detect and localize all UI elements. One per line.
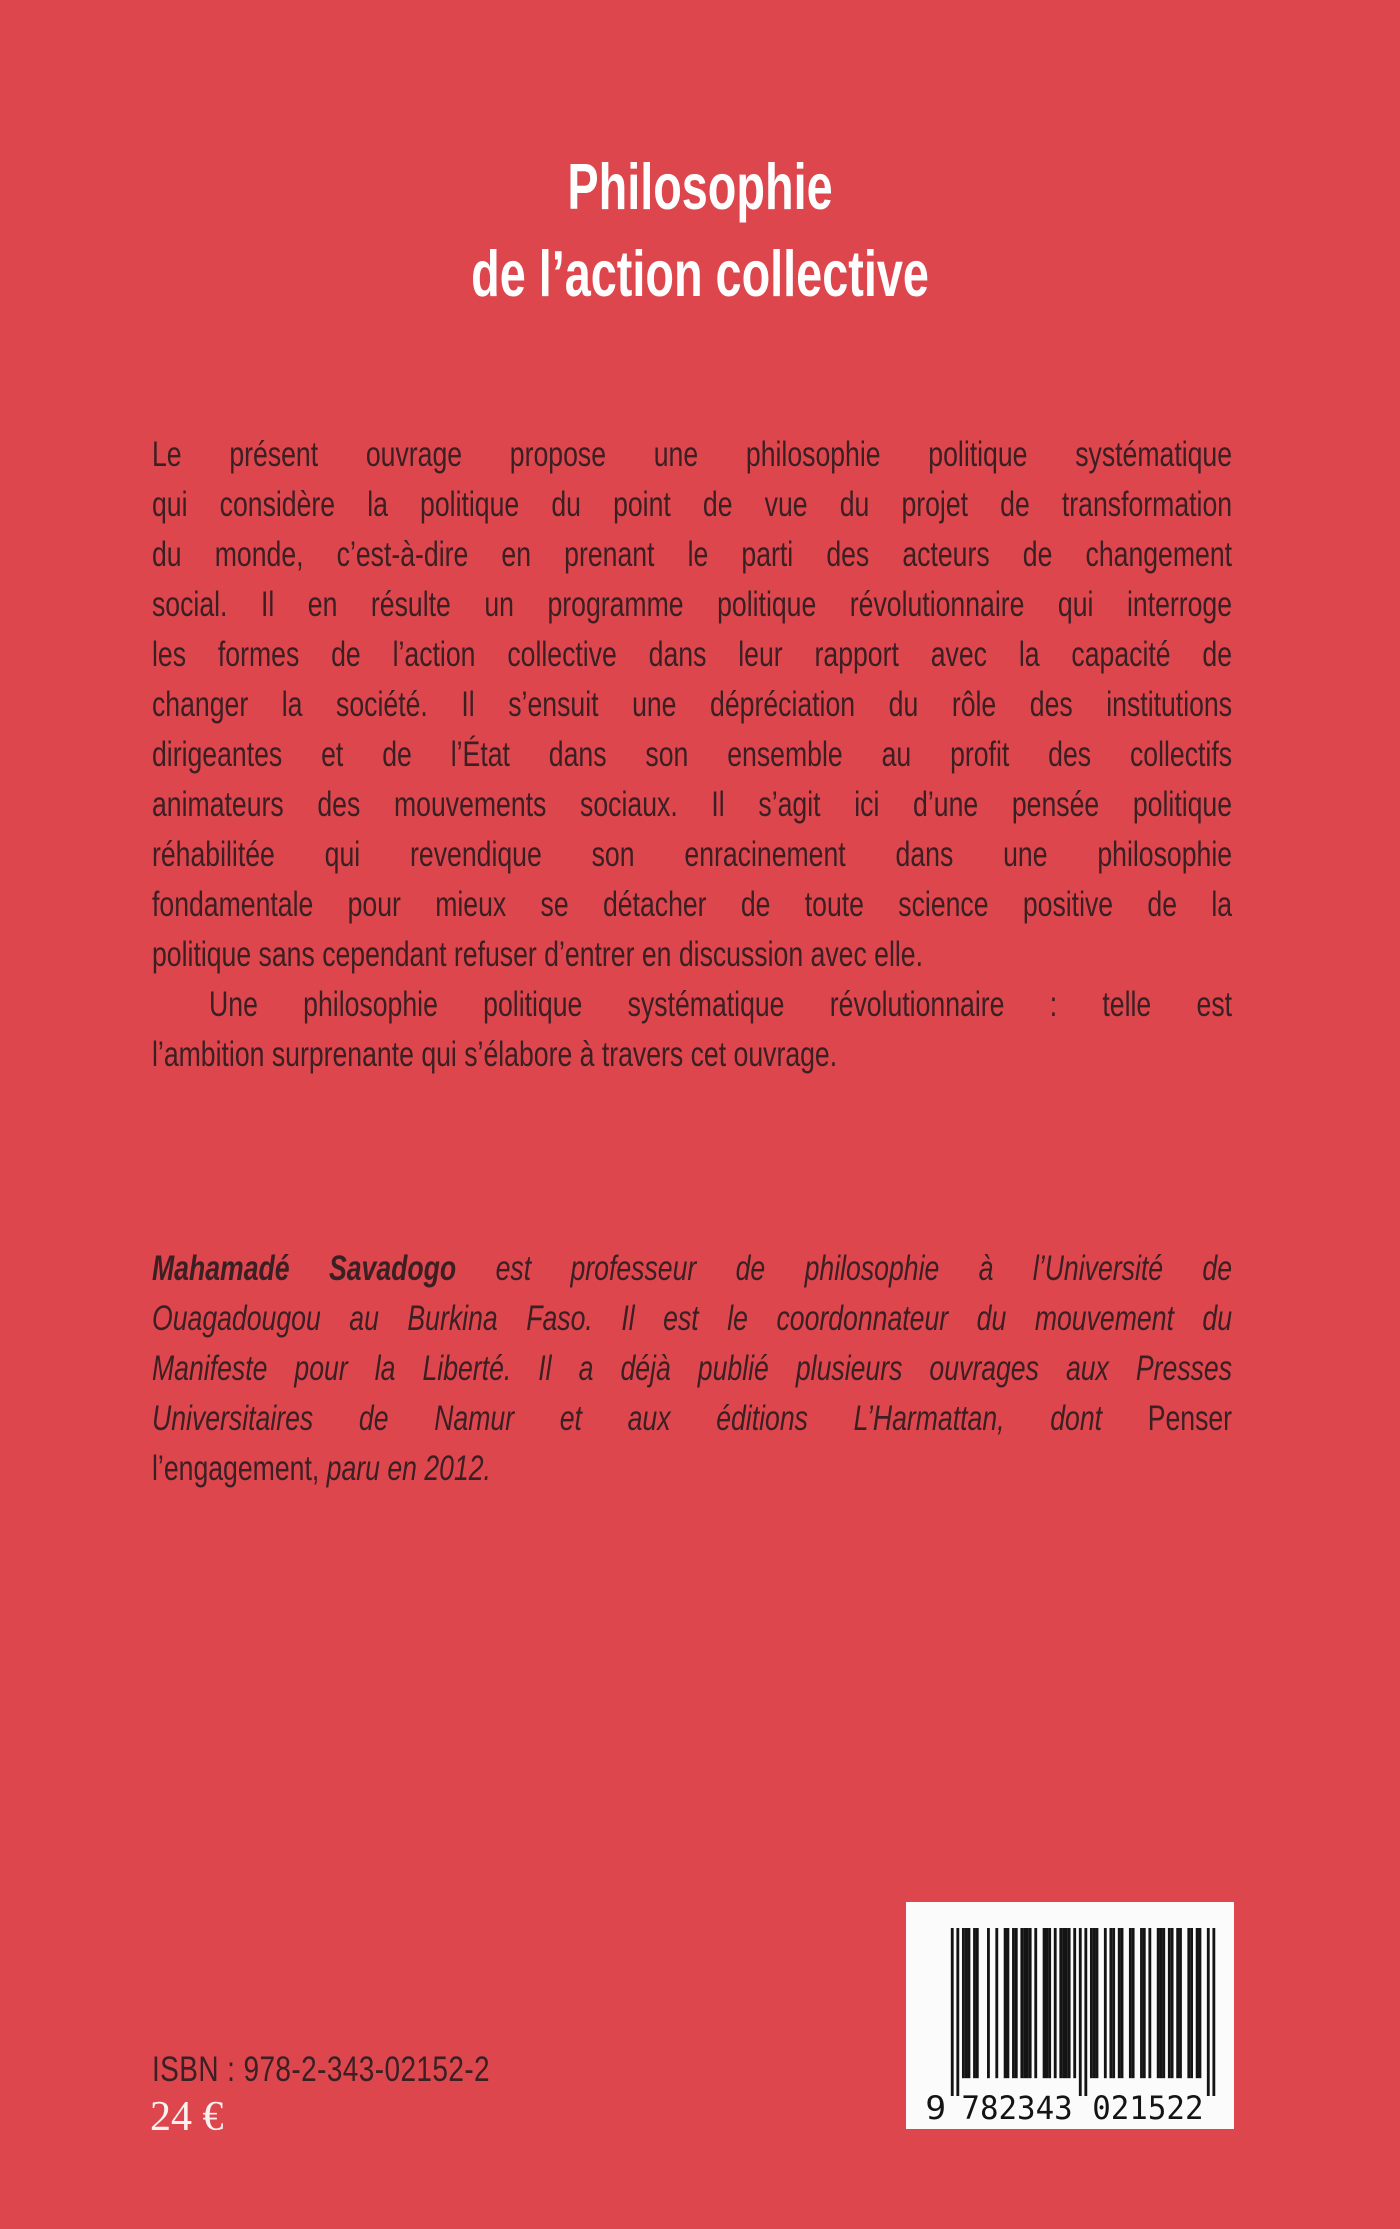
synopsis-line: politique sans cependant refuser d’entrer en discussion avec elle. [152,935,923,974]
book-reference-title: Penser [1147,1399,1233,1438]
bio-line: Manifeste pour la Liberté. Il a déjà publié plusieurs ouvrages aux Presses [152,1349,1233,1388]
bio-line [152,1394,1232,1444]
isbn-text: ISBN : 978-2-343-02152-2 [152,2050,491,2089]
svg-text:782343: 782343 [960,2089,1073,2124]
author-name: Mahamadé Savadogo [152,1249,457,1288]
svg-text:021522: 021522 [1091,2089,1204,2124]
synopsis-line: Une philosophie politique systématique révolutionnaire : telle est [209,985,1233,1024]
barcode-panel [906,1902,1234,2129]
bio-line [152,1444,1232,1494]
price-text: 24 € [150,2094,224,2140]
ean13-barcode [923,1928,1218,2124]
synopsis-line: du monde, c’est-à-dire en prenant le parti des acteurs de changement [152,535,1233,574]
svg-text:9: 9 [924,2089,946,2124]
book-title [196,143,1204,317]
bio-text: est professeur de philosophie à l’Université de [456,1249,1233,1288]
synopsis-line: social. Il en résulte un programme politique révolutionnaire qui interroge [152,585,1233,624]
bio-text: Universitaires de Namur et aux éditions L’Harmattan, dont [152,1399,1148,1438]
book-reference-title: l’engagement, [152,1449,320,1488]
synopsis-line: dirigeantes et de l’État dans son ensemble au profit des collectifs [152,735,1233,774]
synopsis-line: les formes de l’action collective dans leur rapport avec la capacité de [152,635,1233,674]
synopsis [152,430,1232,1080]
book-title-line1: Philosophie [567,150,833,223]
synopsis-line: Le présent ouvrage propose une philosophie politique systématique [152,435,1233,474]
bio-line: Ouagadougou au Burkina Faso. Il est le coordonnateur du mouvement du [152,1299,1233,1338]
synopsis-paragraph-1 [152,430,1232,980]
synopsis-line: réhabilitée qui revendique son enracinement dans une philosophie [152,835,1233,874]
book-title-line2: de l’action collective [471,237,929,310]
bio-line [152,1244,1232,1294]
bio-text: paru en 2012. [319,1449,491,1488]
author-bio [152,1244,1232,1494]
synopsis-line: changer la société. Il s’ensuit une dépréciation du rôle des institutions [152,685,1233,724]
synopsis-line: l’ambition surprenante qui s’élabore à travers cet ouvrage. [152,1035,838,1074]
synopsis-line: animateurs des mouvements sociaux. Il s’agit ici d’une pensée politique [152,785,1233,824]
synopsis-line: fondamentale pour mieux se détacher de toute science positive de la [152,885,1233,924]
synopsis-line: qui considère la politique du point de vue du projet de transformation [152,485,1233,524]
synopsis-paragraph-2 [152,980,1232,1080]
